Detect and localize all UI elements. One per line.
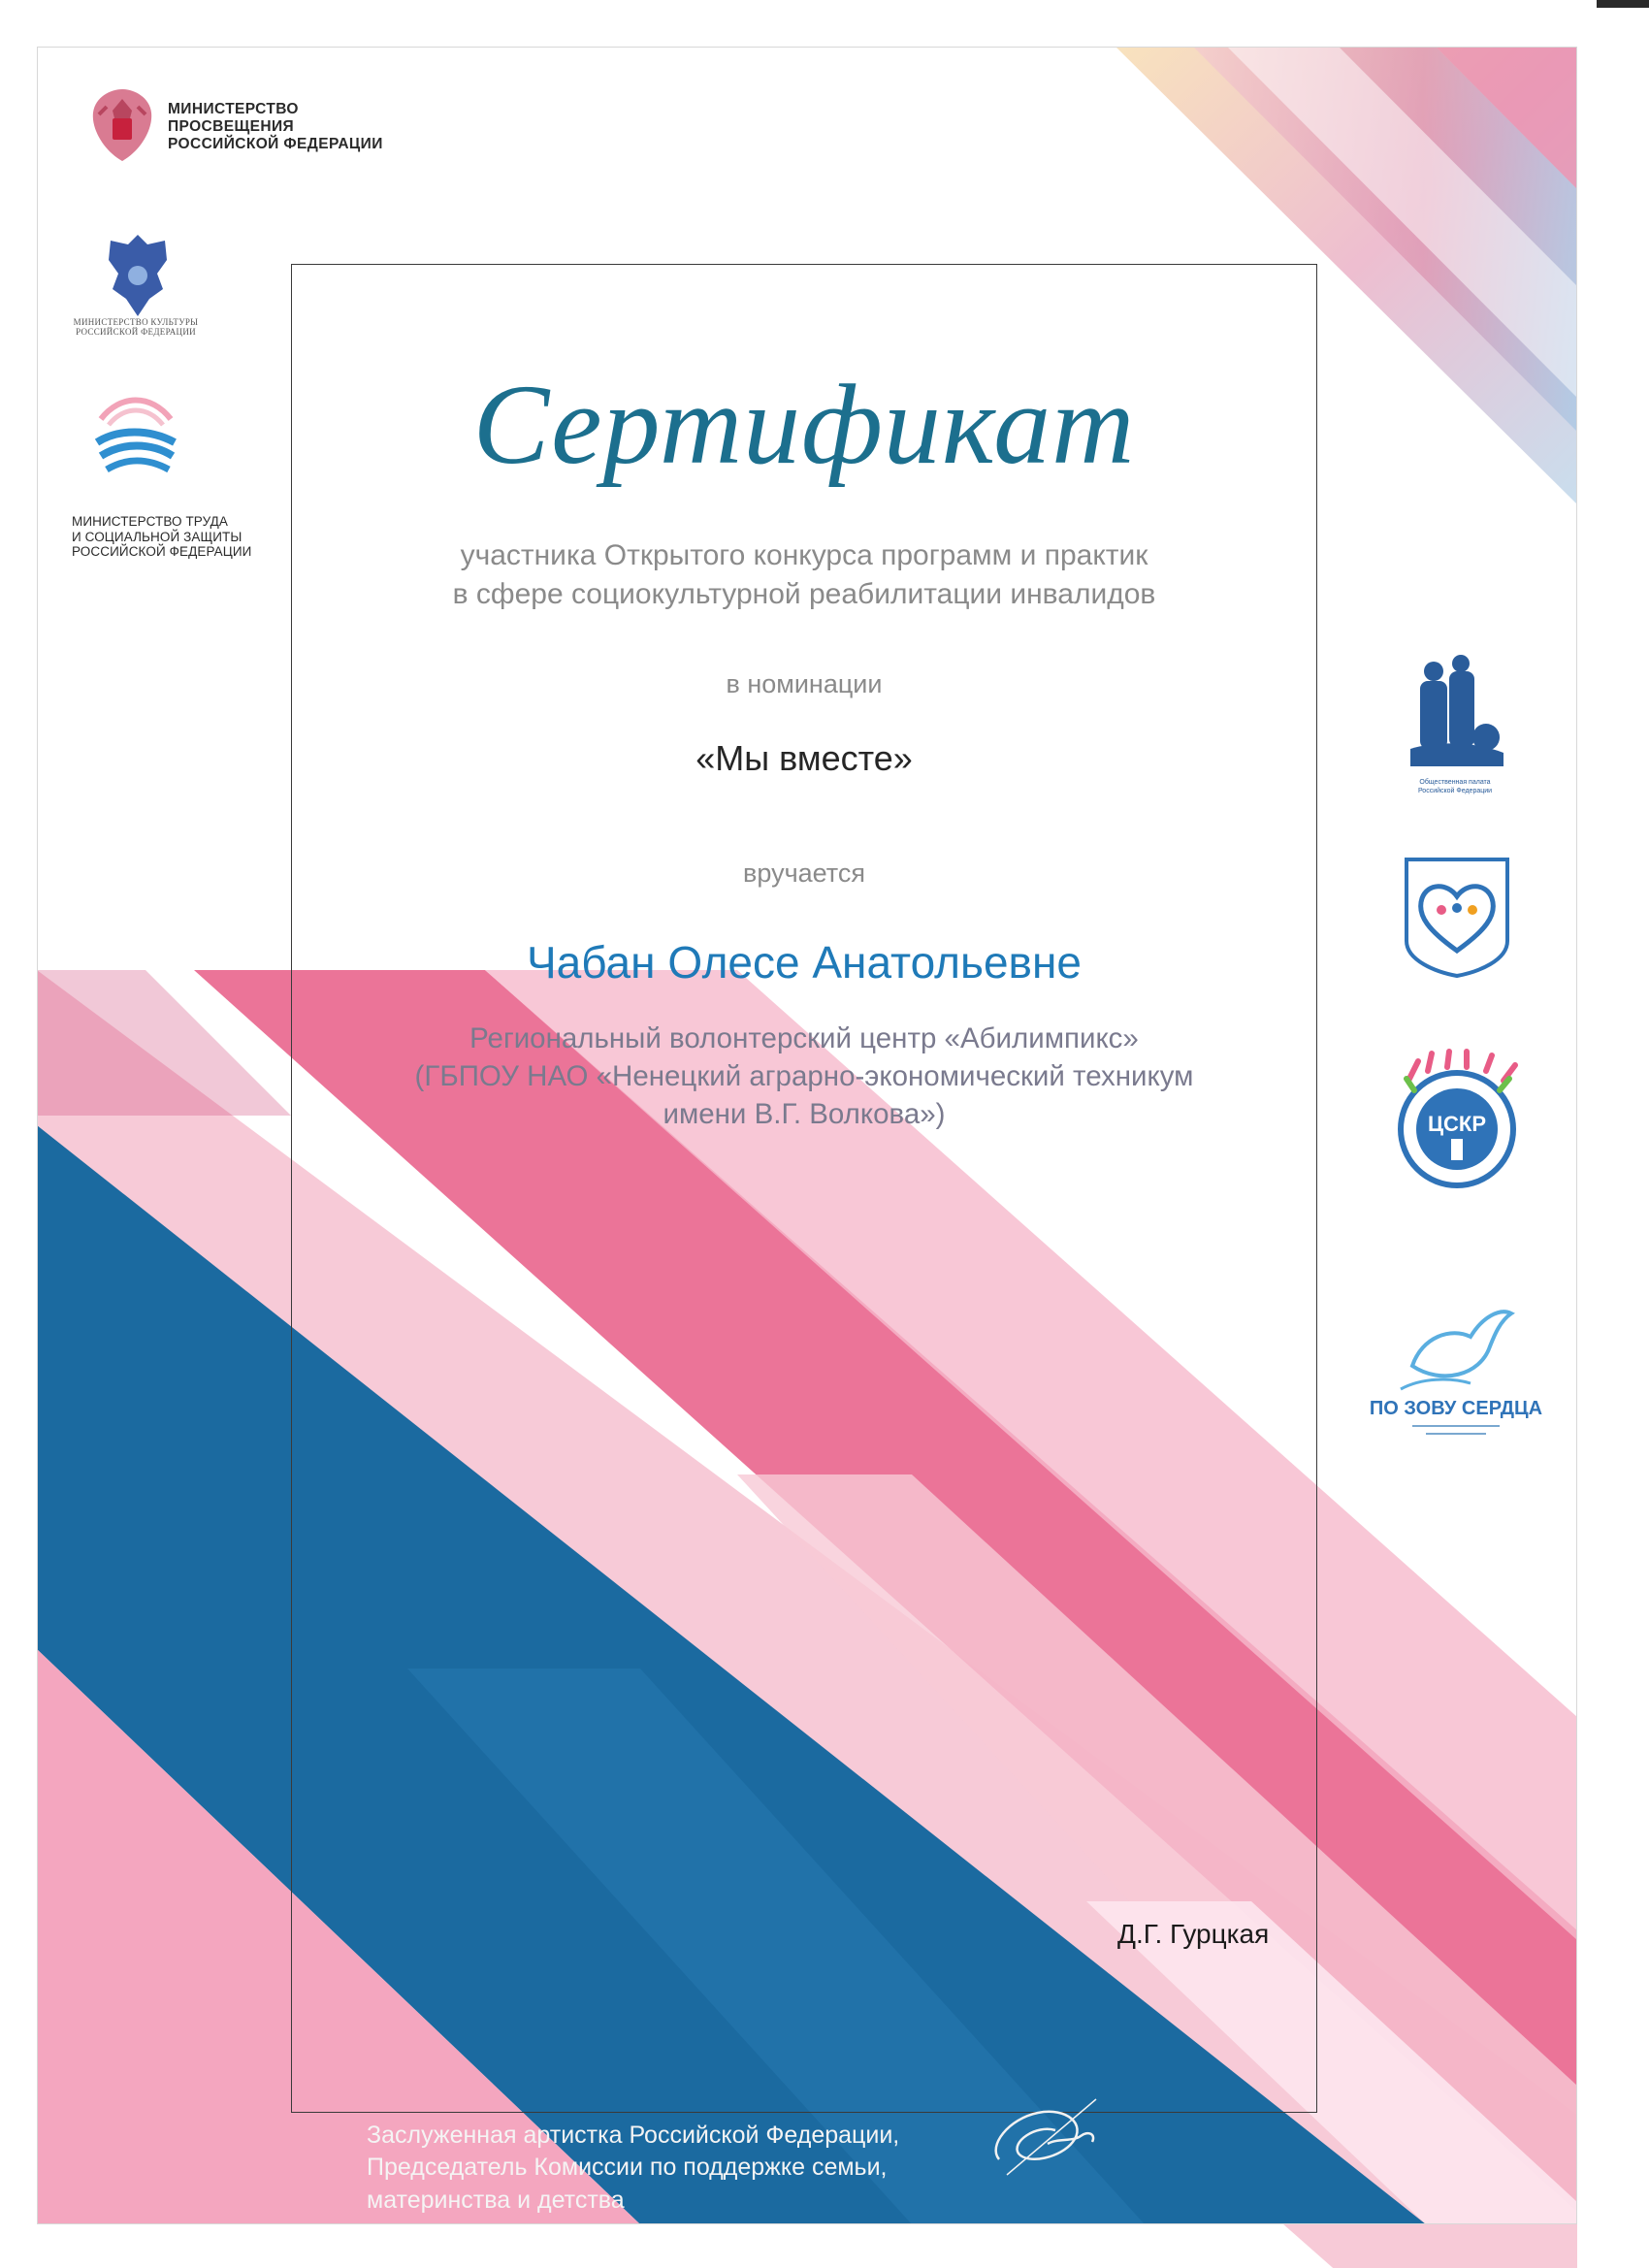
svg-text:Общественная палата: Общественная палата <box>1419 779 1491 786</box>
signature-image <box>980 2086 1116 2183</box>
culture-ministry-name: МИНИСТЕРСТВО КУЛЬТУРЫ РОССИЙСКОЙ ФЕДЕРАЦИИ <box>73 317 199 338</box>
heart-shield-logo <box>1401 854 1513 980</box>
signer-position: Заслуженная артистка Российской Федерации, Председатель Комиссии по поддержке семьи, материнства и детства <box>367 2122 900 2214</box>
awarded-label: вручается <box>743 859 865 888</box>
signer-name: Д.Г. Гурцкая <box>1117 1919 1270 1949</box>
labor-ministry-logo <box>91 386 180 473</box>
nomination-label: в номинации <box>726 669 883 698</box>
labor-ministry-name: МИНИСТЕРСТВО ТРУДА И СОЦИАЛЬНОЙ ЗАЩИТЫ РОССИЙСКОЙ ФЕДЕРАЦИИ <box>72 514 252 560</box>
organization: Региональный волонтерский центр «Абилимпикс» (ГБПОУ НАО «Ненецкий аграрно-экономический техникум имени В.Г. Волкова») <box>414 1022 1194 1130</box>
scan-corner-mark <box>1597 0 1649 8</box>
certificate-subtitle: участника Открытого конкурса программ и практик в сфере социокультурной реабилитации инвалидов <box>452 539 1156 610</box>
certificate-title: Сертификат <box>472 361 1136 488</box>
public-chamber-logo <box>1397 652 1513 797</box>
culture-ministry-emblem <box>97 231 178 320</box>
education-ministry-name: МИНИСТЕРСТВО ПРОСВЕЩЕНИЯ РОССИЙСКОЙ ФЕДЕРАЦИИ <box>168 101 383 152</box>
svg-text:ЦСКР: ЦСКР <box>1427 1112 1487 1136</box>
education-ministry-emblem <box>85 83 159 167</box>
recipient-name: Чабан Олесе Анатольевне <box>527 937 1082 988</box>
svg-text:ПО ЗОВУ СЕРДЦА: ПО ЗОВУ СЕРДЦА <box>1369 1398 1543 1419</box>
svg-text:Российской Федерации: Российской Федерации <box>1417 788 1493 794</box>
po-zovu-serdtsa-logo <box>1369 1288 1543 1443</box>
tsksr-logo <box>1389 1052 1525 1197</box>
nomination-value: «Мы вместе» <box>695 738 913 778</box>
